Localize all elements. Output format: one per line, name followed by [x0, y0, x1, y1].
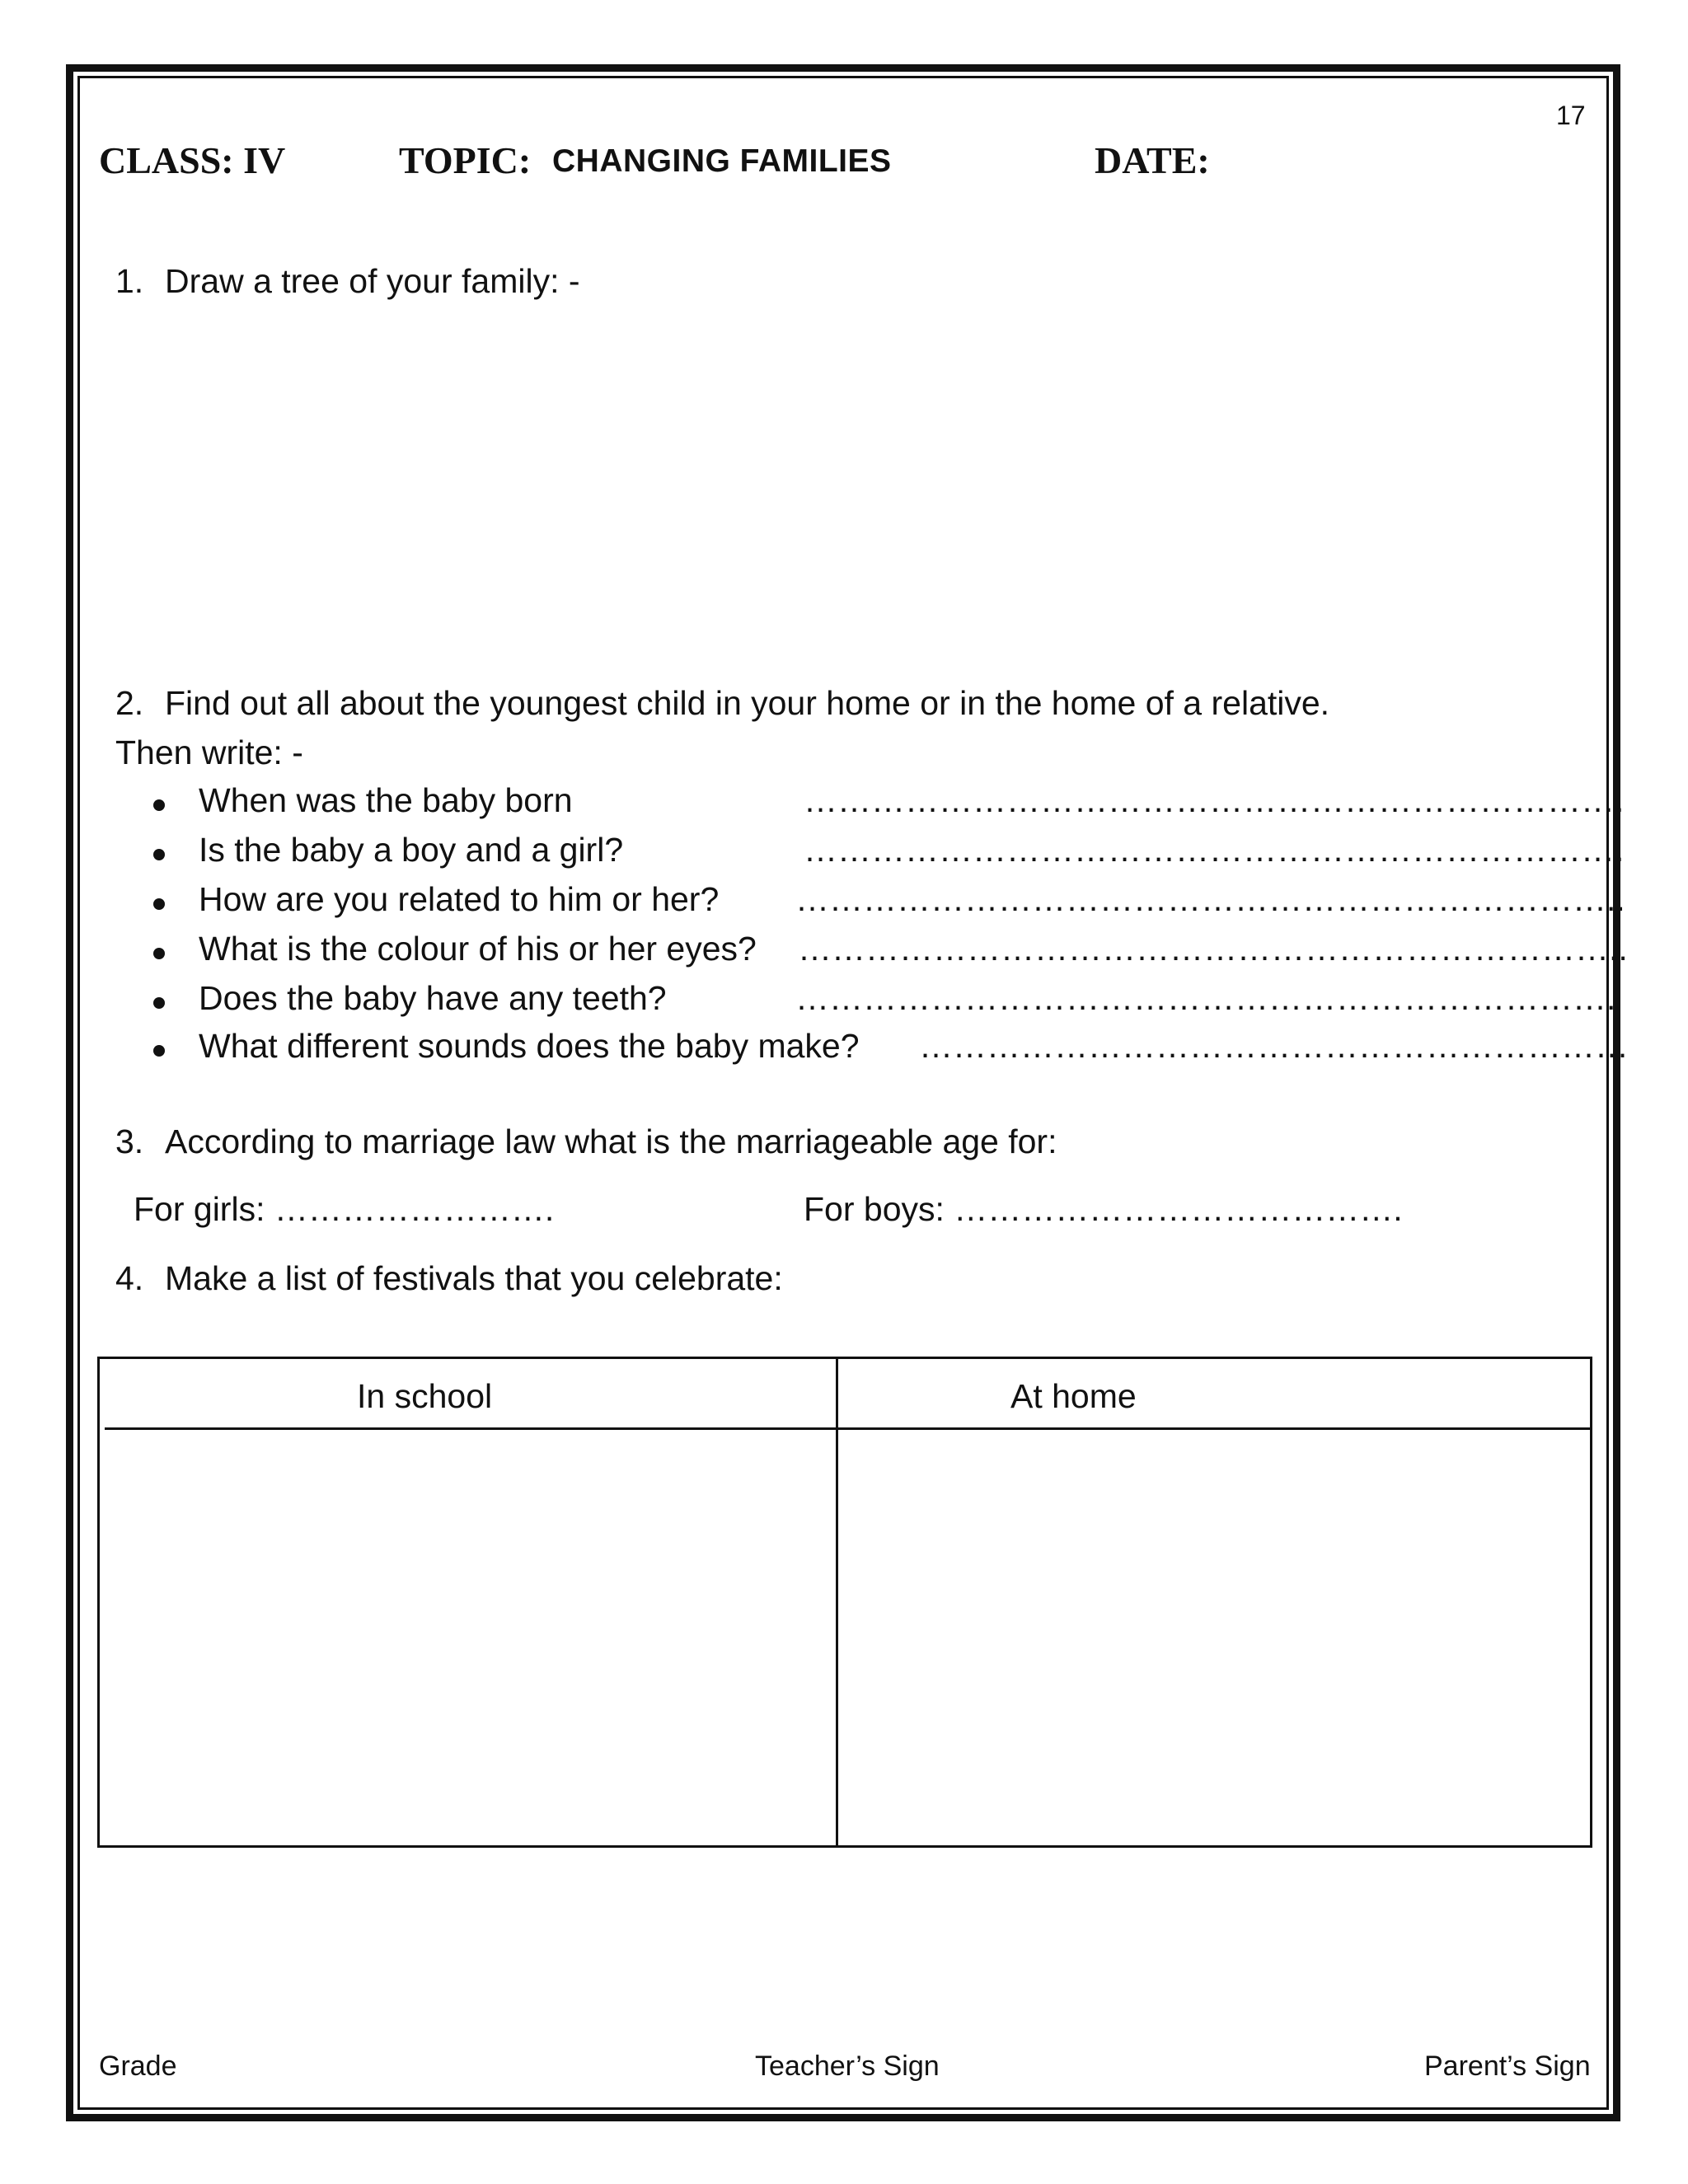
question-1: [115, 262, 580, 301]
question-1-text: Draw a tree of your family: -: [165, 262, 580, 300]
bullet-icon: [153, 898, 165, 910]
boys-age-field[interactable]: For boys: ………………………………….: [804, 1190, 1403, 1228]
answer-blank[interactable]: ………………………………………………………………..: [795, 880, 1625, 918]
at-home-answer-cell[interactable]: [840, 1432, 1590, 1844]
baby-question-text: When was the baby born: [199, 781, 573, 819]
question-4-number: 4.: [115, 1259, 144, 1297]
question-3-number: 3.: [115, 1122, 144, 1160]
question-4: [115, 1259, 783, 1298]
table-header-divider: [105, 1427, 1590, 1430]
answer-blank[interactable]: ………………………………………………………: [919, 1027, 1629, 1065]
topic-label: TOPIC:: [399, 139, 532, 181]
column-header-in-school: In school: [357, 1377, 493, 1415]
bullet-icon: [153, 1045, 165, 1057]
column-header-at-home: At home: [1010, 1377, 1137, 1415]
in-school-answer-cell[interactable]: [105, 1432, 833, 1844]
answer-blank[interactable]: ……………………………………………………………….: [795, 979, 1616, 1017]
footer-teacher-sign: Teacher’s Sign: [755, 2050, 940, 2082]
girls-age-field[interactable]: For girls: …………………….: [134, 1190, 555, 1228]
answer-blank[interactable]: ……………………………………………………………….: [804, 781, 1625, 819]
baby-question-text: How are you related to him or her?: [199, 880, 720, 918]
family-tree-drawing-area[interactable]: [115, 321, 1582, 651]
footer-parent-sign: Parent’s Sign: [1424, 2050, 1591, 2082]
question-2-number: 2.: [115, 684, 144, 722]
bullet-icon: [153, 799, 165, 811]
page-number: 17: [1556, 101, 1586, 130]
question-3: [115, 1122, 1057, 1161]
topic-value: CHANGING FAMILIES: [552, 143, 892, 179]
baby-question-text: What is the colour of his or her eyes?: [199, 930, 757, 968]
bullet-icon: [153, 948, 165, 959]
question-4-text: Make a list of festivals that you celebrate:: [165, 1259, 783, 1297]
date-label: DATE:: [1095, 139, 1210, 181]
baby-question-text: Does the baby have any teeth?: [199, 979, 667, 1017]
table-column-divider: [836, 1359, 838, 1845]
bullet-icon: [153, 849, 165, 860]
festival-table: [97, 1357, 1592, 1848]
question-2: [115, 684, 1329, 723]
question-1-number: 1.: [115, 262, 144, 300]
baby-question-text: What different sounds does the baby make?: [199, 1027, 860, 1065]
answer-blank[interactable]: ……………………………………………………………….: [804, 831, 1625, 869]
question-3-text: According to marriage law what is the marriageable age for:: [165, 1122, 1057, 1160]
question-2-then: Then write: -: [115, 733, 303, 771]
answer-blank[interactable]: ………………………………………………………………..: [798, 930, 1628, 968]
question-2-text: Find out all about the youngest child in your home or in the home of a relative.: [165, 684, 1330, 722]
baby-question-text: Is the baby a boy and a girl?: [199, 831, 624, 869]
class-label: CLASS: IV: [99, 139, 286, 181]
footer-grade: Grade: [99, 2050, 177, 2082]
bullet-icon: [153, 997, 165, 1009]
